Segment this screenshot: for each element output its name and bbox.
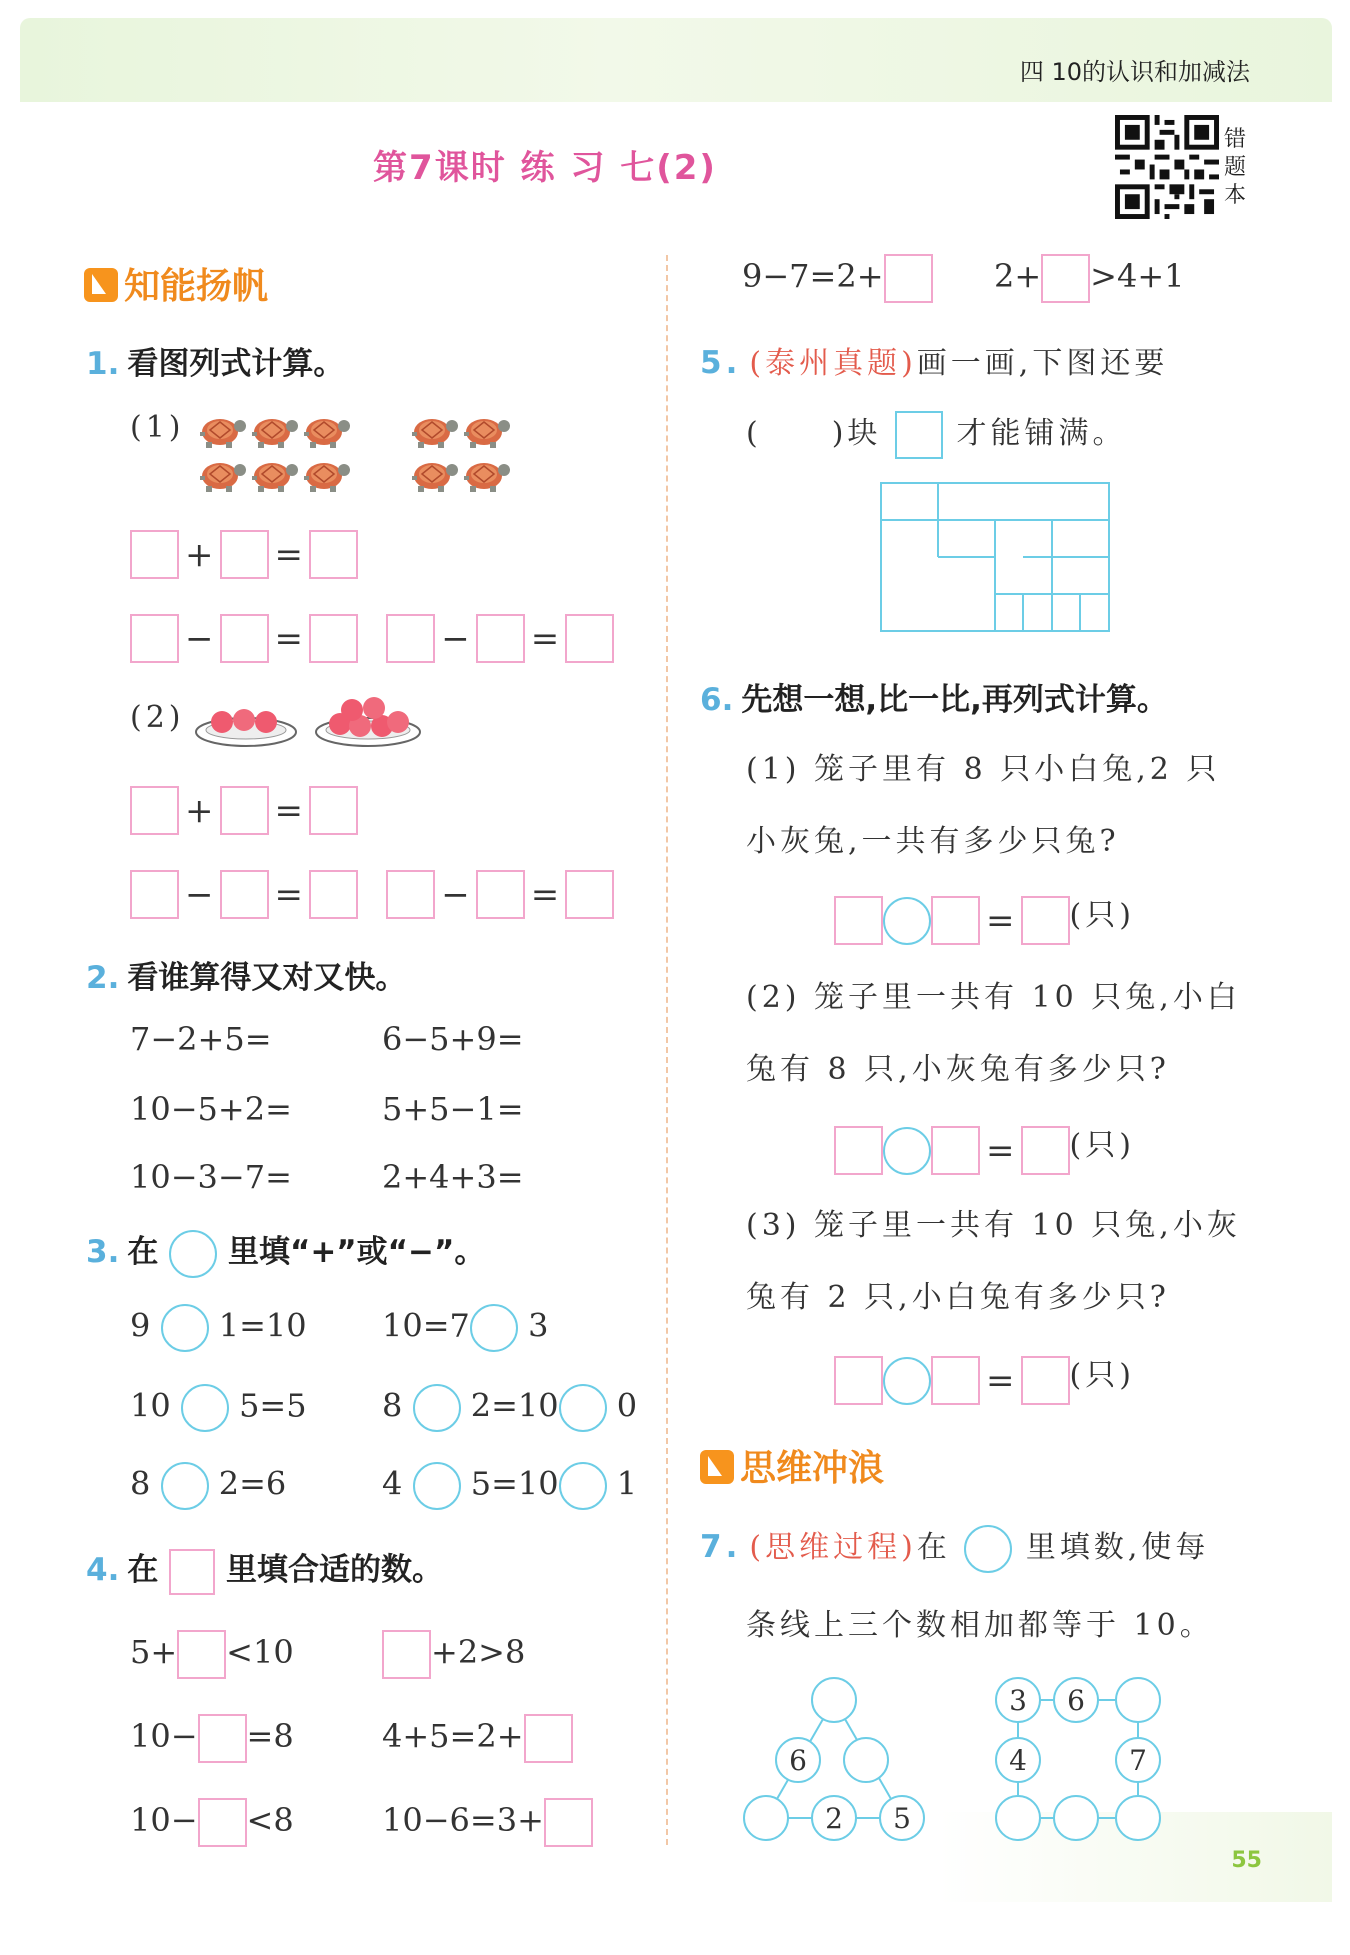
q4-item: 5+ <10 — [130, 1630, 294, 1679]
operator-circle[interactable] — [413, 1384, 461, 1432]
calc-item: 7−2+5= — [130, 1020, 272, 1058]
question-4: 4. 在 里填合适的数。 — [86, 1544, 443, 1595]
sq-value: 3 — [1009, 1684, 1027, 1717]
q1-p1-row1: + = — [130, 530, 358, 579]
q6-p3-line1: (3) 笼子里一共有 10 只兔,小灰 — [746, 1208, 1241, 1243]
operator-circle[interactable] — [559, 1384, 607, 1432]
apples-plates-image — [194, 696, 426, 754]
answer-box[interactable] — [198, 1714, 247, 1763]
q3-row3-right: 4 5=10 1 — [382, 1462, 637, 1510]
q1-p1-row2: − = − = — [130, 614, 614, 663]
answer-box[interactable] — [220, 786, 269, 835]
wrong-question-book-label[interactable]: 错题本 — [1224, 127, 1247, 208]
answer-box[interactable] — [931, 1126, 980, 1175]
q6-p1-answer: = (只) — [834, 890, 1135, 945]
q5-line2: ( )块 才能铺满。 — [746, 408, 1127, 459]
sail-icon — [84, 268, 118, 302]
q6-p1-line2: 小灰兔,一共有多少只兔? — [746, 824, 1120, 859]
tri-value: 2 — [825, 1802, 843, 1835]
answer-box[interactable] — [524, 1714, 573, 1763]
triangle-puzzle — [736, 1672, 932, 1848]
wave-icon — [700, 1450, 734, 1484]
answer-box[interactable] — [220, 870, 269, 919]
calc-item: 2+4+3= — [382, 1158, 524, 1196]
answer-box[interactable] — [309, 530, 358, 579]
tri-value: 5 — [893, 1802, 911, 1835]
tile-icon — [895, 411, 943, 459]
answer-box[interactable] — [198, 1798, 247, 1847]
section-thinking: 思维冲浪 — [700, 1440, 884, 1491]
answer-box[interactable] — [565, 614, 614, 663]
q4-item: +2>8 — [382, 1630, 525, 1679]
operator-circle[interactable] — [883, 897, 931, 945]
answer-box[interactable] — [931, 896, 980, 945]
question-1: 1. 看图列式计算。 — [86, 346, 345, 382]
q4-item: 4+5=2+ — [382, 1714, 573, 1763]
number-circle — [812, 1678, 856, 1722]
answer-box[interactable] — [476, 614, 525, 663]
q4-item: 2+ >4+1 — [994, 254, 1185, 303]
q3-row3-left: 8 2=6 — [130, 1462, 286, 1510]
answer-box[interactable] — [834, 1126, 883, 1175]
sq-value: 7 — [1129, 1744, 1147, 1777]
operator-circle[interactable] — [181, 1384, 229, 1432]
q3-row2-left: 10 5=5 — [130, 1384, 307, 1432]
calc-item: 6−5+9= — [382, 1020, 524, 1058]
q3-row2-right: 8 2=10 0 — [382, 1384, 637, 1432]
operator-circle[interactable] — [883, 1357, 931, 1405]
circle-icon — [964, 1525, 1012, 1573]
q1-p2-row2: − = − = — [130, 870, 614, 919]
q7-line2: 条线上三个数相加都等于 10。 — [746, 1608, 1214, 1643]
operator-circle[interactable] — [559, 1462, 607, 1510]
number-circle — [744, 1796, 788, 1840]
q3-row1-right: 10=7 3 — [382, 1304, 548, 1352]
q6-p3-answer: = (只) — [834, 1350, 1135, 1405]
tri-value: 6 — [789, 1744, 807, 1777]
answer-box[interactable] — [309, 870, 358, 919]
number-circle — [844, 1738, 888, 1782]
answer-box[interactable] — [177, 1630, 226, 1679]
answer-box[interactable] — [565, 870, 614, 919]
square-puzzle — [992, 1672, 1168, 1848]
answer-box[interactable] — [220, 614, 269, 663]
answer-box[interactable] — [130, 870, 179, 919]
question-6: 6. 先想一想,比一比,再列式计算。 — [700, 682, 1168, 718]
operator-circle[interactable] — [161, 1462, 209, 1510]
q4-item: 9−7=2+ — [742, 254, 933, 303]
answer-box[interactable] — [386, 614, 435, 663]
q4-item: 10−6=3+ — [382, 1798, 593, 1847]
answer-box[interactable] — [884, 254, 933, 303]
q1-p2-row1: + = — [130, 786, 358, 835]
sq-value: 6 — [1067, 1684, 1085, 1717]
q6-p1-line1: (1) 笼子里有 8 只小白兔,2 只 — [746, 752, 1221, 787]
q4-item: 10− =8 — [130, 1714, 294, 1763]
question-5: 5. (泰州真题)画一画,下图还要 — [700, 345, 1169, 381]
answer-box[interactable] — [309, 786, 358, 835]
unit-title: 四 10的认识和加减法 — [1019, 58, 1250, 86]
q6-p2-line1: (2) 笼子里一共有 10 只兔,小白 — [746, 980, 1241, 1015]
answer-box[interactable] — [309, 614, 358, 663]
qr-code-icon[interactable] — [1115, 115, 1219, 219]
q6-p3-line2: 兔有 2 只,小白兔有多少只? — [746, 1280, 1170, 1315]
number-circle — [996, 1796, 1040, 1840]
circle-icon — [169, 1230, 217, 1278]
answer-box[interactable] — [1021, 1356, 1070, 1405]
answer-box[interactable] — [382, 1630, 431, 1679]
q1-part1-label: (1) — [130, 410, 185, 445]
calc-item: 5+5−1= — [382, 1090, 524, 1128]
calc-item: 10−5+2= — [130, 1090, 292, 1128]
answer-box[interactable] — [1041, 254, 1090, 303]
column-divider — [666, 255, 668, 1845]
answer-box[interactable] — [130, 530, 179, 579]
page-number: 55 — [1231, 1848, 1262, 1873]
calc-item: 10−3−7= — [130, 1158, 292, 1196]
operator-circle[interactable] — [470, 1304, 518, 1352]
answer-box[interactable] — [386, 870, 435, 919]
section-knowledge: 知能扬帆 — [84, 258, 268, 309]
q6-p2-line2: 兔有 8 只,小灰兔有多少只? — [746, 1052, 1170, 1087]
number-circle — [1116, 1678, 1160, 1722]
lesson-title: 第7课时 练 习 七(2) — [373, 148, 717, 188]
operator-circle[interactable] — [883, 1127, 931, 1175]
answer-box[interactable] — [220, 530, 269, 579]
number-circle — [1116, 1796, 1160, 1840]
q1-part2-label: (2) — [130, 700, 185, 735]
answer-box[interactable] — [834, 896, 883, 945]
number-circle — [1054, 1796, 1098, 1840]
answer-box[interactable] — [130, 786, 179, 835]
sq-value: 4 — [1009, 1744, 1027, 1777]
question-2: 2. 看谁算得又对又快。 — [86, 960, 407, 996]
answer-box[interactable] — [1021, 1126, 1070, 1175]
answer-box[interactable] — [476, 870, 525, 919]
answer-box[interactable] — [834, 1356, 883, 1405]
operator-circle[interactable] — [161, 1304, 209, 1352]
operator-circle[interactable] — [413, 1462, 461, 1510]
question-7: 7. (思维过程)在 里填数,使每 — [700, 1522, 1209, 1573]
question-3: 3. 在 里填“+”或“−”。 — [86, 1226, 485, 1278]
answer-box[interactable] — [1021, 896, 1070, 945]
q6-p2-answer: = (只) — [834, 1120, 1135, 1175]
q4-item: 10− <8 — [130, 1798, 294, 1847]
square-icon — [169, 1549, 215, 1595]
tiling-figure — [880, 482, 1112, 634]
q3-row1-left: 9 1=10 — [130, 1304, 307, 1352]
answer-box[interactable] — [931, 1356, 980, 1405]
answer-box[interactable] — [130, 614, 179, 663]
turtles-image — [196, 408, 526, 500]
answer-box[interactable] — [544, 1798, 593, 1847]
